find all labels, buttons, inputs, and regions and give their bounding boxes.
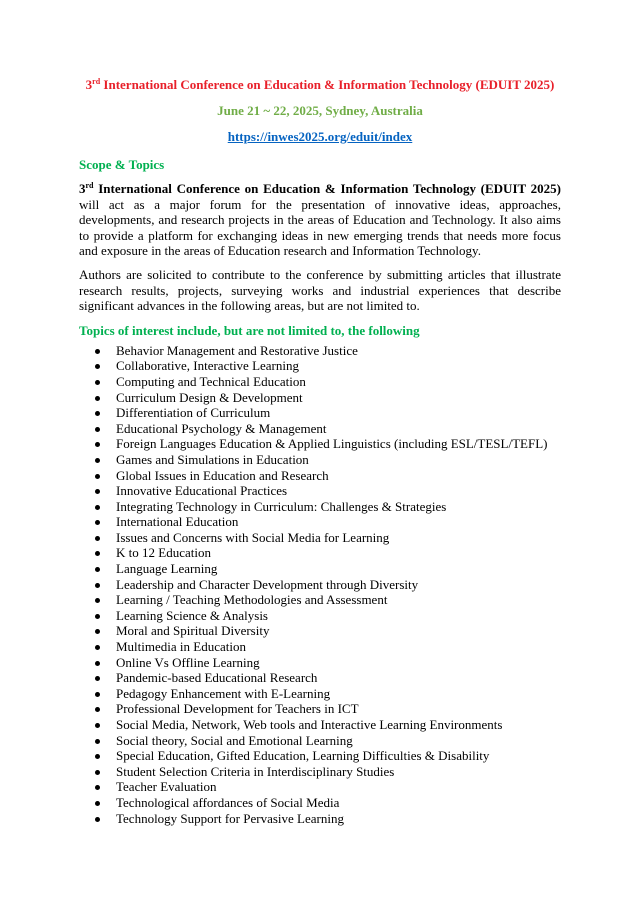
scope-paragraph-1 [79,181,561,259]
topic-item [79,358,561,374]
topic-item [79,530,561,546]
bullet-icon [95,411,100,416]
bullet-icon [95,629,100,634]
topic-item [79,623,561,639]
bullet-icon [95,349,100,354]
conference-url-link[interactable]: https://inwes2025.org/eduit/index [227,129,413,144]
topic-item [79,655,561,671]
scope-heading: Scope & Topics [79,157,165,172]
topic-label: Social theory, Social and Emotional Learning [116,732,353,748]
topic-label: Online Vs Offline Learning [116,654,260,670]
bullet-icon [95,676,100,681]
topic-label: Collaborative, Interactive Learning [116,358,300,374]
topic-label: Leadership and Character Development through Diversity [116,576,419,592]
topic-item [79,764,561,780]
url-line [79,128,561,146]
title-ordinal-suffix: rd [92,77,101,86]
topic-item [79,561,561,577]
bullet-icon [95,739,100,744]
bullet-icon [95,661,100,666]
bullet-icon [95,489,100,494]
topic-label: Foreign Languages Education & Applied Linguistics (including ESL/TESL/TEFL) [116,436,548,452]
topic-label: Global Issues in Education and Research [116,467,329,483]
topic-label: Technology Support for Pervasive Learning [116,810,344,826]
topic-label: Differentiation of Curriculum [116,405,271,421]
topic-label: Games and Simulations in Education [116,451,309,467]
topic-item [79,405,561,421]
topic-item [79,421,561,437]
bullet-icon [95,364,100,369]
topic-label: Language Learning [116,561,218,577]
topic-label: Integrating Technology in Curriculum: Challenges & Strategies [116,498,447,514]
bullet-icon [95,536,100,541]
topics-heading: Topics of interest include, but are not limited to, the following [79,322,420,338]
bullet-icon [95,754,100,759]
conference-title [79,76,561,94]
topic-item [79,779,561,795]
topic-label: Learning / Teaching Methodologies and Assessment [116,592,388,608]
topic-item [79,514,561,530]
bullet-icon [95,707,100,712]
topic-label: Pedagogy Enhancement with E-Learning [116,685,331,701]
topic-item [79,701,561,717]
topic-item [79,592,561,608]
topic-item [79,733,561,749]
topic-label: Curriculum Design & Development [116,389,303,405]
topic-item [79,608,561,624]
topics-list [79,343,561,826]
bullet-icon [95,567,100,572]
topic-item [79,686,561,702]
topic-label: Learning Science & Analysis [116,607,268,623]
topic-label: Teacher Evaluation [116,779,217,795]
topic-label: Professional Development for Teachers in ICT [116,701,359,717]
bullet-icon [95,583,100,588]
topic-item [79,811,561,827]
bullet-icon [95,442,100,447]
bullet-icon [95,505,100,510]
topic-label: Pandemic-based Educational Research [116,670,318,686]
scope-conference-name [79,181,561,196]
bullet-icon [95,458,100,463]
topic-item [79,343,561,359]
bullet-icon [95,645,100,650]
bullet-icon [95,614,100,619]
bullet-icon [95,785,100,790]
topic-item [79,577,561,593]
title-text: International Conference on Education & Information Technology (EDUIT 2025) [100,77,555,92]
topic-label: Technological affordances of Social Media [116,794,340,810]
bullet-icon [95,692,100,697]
scope-description: will act as a major forum for the presentation of innovative ideas, approaches, developments, and research projects in the areas of Education and Technology. It also aims to provide a platform for exchanging ideas in new emerging trends that needs more focus and exposure in the areas of Education research and Information Technology. [79,196,561,259]
bullet-icon [95,396,100,401]
topic-label: Social Media, Network, Web tools and Interactive Learning Environments [116,717,503,732]
topic-label: International Education [116,514,239,530]
scope-paragraph-2: Authors are solicited to contribute to the conference by submitting articles that illustrate research results, projects, surveying works and industrial experiences that describe significant advances in the following areas, but are not limited to. [79,266,561,314]
topic-label: Behavior Management and Restorative Justice [116,342,358,358]
scope-conference-title: International Conference on Education & Information Technology (EDUIT 2025) [93,181,561,196]
topic-item [79,468,561,484]
topic-label: K to 12 Education [116,545,211,561]
topic-item [79,670,561,686]
bullet-icon [95,598,100,603]
topic-item [79,452,561,468]
document-content [79,76,561,826]
bullet-icon [95,427,100,432]
bullet-icon [95,551,100,556]
topic-label: Computing and Technical Education [116,373,306,389]
topic-label: Innovative Educational Practices [116,483,288,499]
topic-label: Issues and Concerns with Social Media for Learning [116,529,390,545]
scope-ordinal-suffix: rd [85,181,94,190]
topic-label: Multimedia in Education [116,639,246,655]
topic-label: Moral and Spiritual Diversity [116,623,270,639]
scope-ordinal: 3 [79,181,86,196]
conference-date: June 21 ~ 22, 2025, Sydney, Australia [217,103,423,118]
topic-item [79,545,561,561]
topic-label: Educational Psychology & Management [116,420,327,436]
topic-item [79,499,561,515]
topic-item [79,374,561,390]
bullet-icon [95,723,100,728]
bullet-icon [95,474,100,479]
bullet-icon [95,817,100,822]
topic-label: Special Education, Gifted Education, Learning Difficulties & Disability [116,748,490,764]
topic-label: Student Selection Criteria in Interdisciplinary Studies [116,763,395,779]
topic-item [79,639,561,655]
bullet-icon [95,520,100,525]
topic-item [79,390,561,406]
topic-item [79,717,561,733]
topic-item [79,795,561,811]
bullet-icon [95,380,100,385]
title-ordinal: 3 [85,77,93,92]
topic-item [79,748,561,764]
bullet-icon [95,801,100,806]
topic-item [79,483,561,499]
bullet-icon [95,770,100,775]
topic-item [79,436,561,452]
